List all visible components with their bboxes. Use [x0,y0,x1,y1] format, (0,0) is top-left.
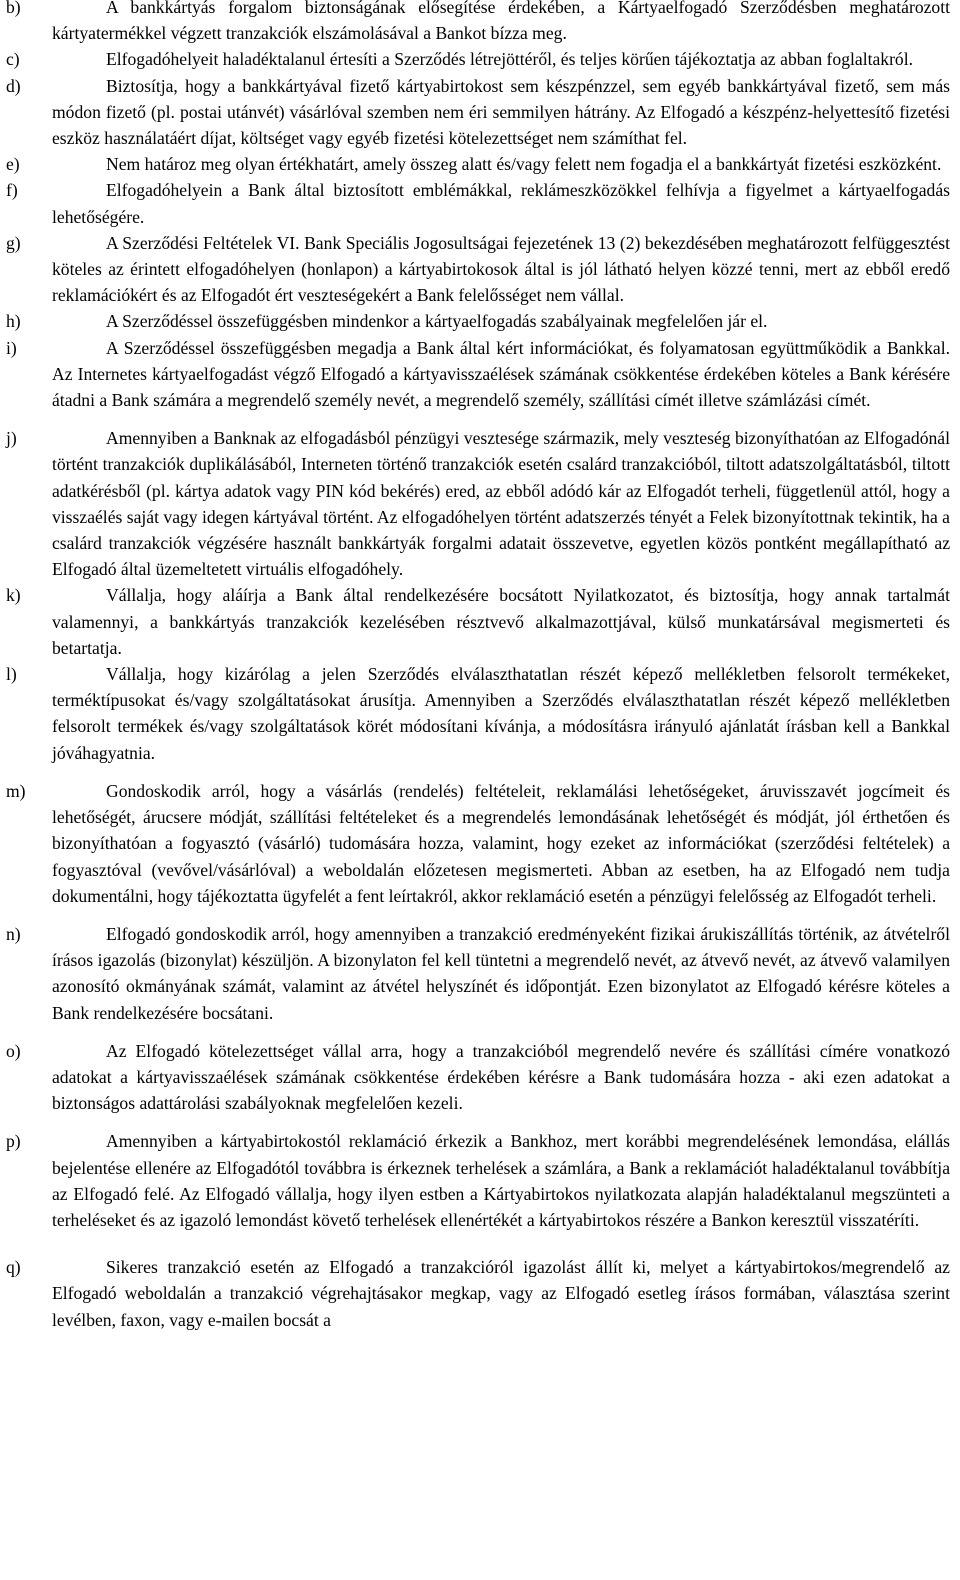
list-item-g [0,230,960,309]
list-item-q [0,1254,960,1333]
item-letter: h) [6,311,21,332]
item-text: Nem határoz meg olyan értékhatárt, amely összeg alatt és/vagy felett nem fogadja el a bankkártyát fizetési eszközként. [106,154,942,175]
list-item-d [0,73,960,152]
item-text: Sikeres tranzakció esetén az Elfogadó a tranzakcióról igazolást állít ki, melyet a kártyabirtokos/megrendelő az Elfogadó weboldalán a tranzakció végrehajtásakor megkap, vagy az Elfogadó esetleg írásos formában, választása szerint levélben, faxon, vagy e-mailen bocsát a [52,1257,950,1330]
list-item-i [0,335,960,414]
item-text: A Szerződési Feltételek VI. Bank Speciális Jogosultságai fejezetének 13 (2) bekezdésében meghatározott felfüggesztést köteles az érintett elfogadóhelyen (honlapon) a kártyabirtokosok által is jól látható helyen közzé tenni, mert az ebből eredő reklamációkért és az Elfogadót ért veszteségekért a Bank felelősséget nem vállal. [52,232,950,306]
list-item-n [0,921,960,1026]
item-letter: i) [6,337,17,358]
item-text: A Szerződéssel összefüggésben megadja a Bank által kért információkat, és folyamatosan együttműködik a Bankkal. Az Internetes kártyaelfogadást végző Elfogadó a kártyavisszaélések számának csökkentése érdekében köteles a Bank kérésére átadni a Bank számára a megrendelő személy nevét, a megrendelő személy, szállítási címét illetve számlázási címét. [52,337,950,411]
item-text: Vállalja, hogy aláírja a Bank által rendelkezésére bocsátott Nyilatkozatot, és biztosítja, hogy annak tartalmát valamennyi, a bankkártyás tranzakciók kezelésében résztvevő alkalmazottjával, külső munkatársával megismerteti és betartatja. [52,585,950,658]
item-text: Amennyiben a Banknak az elfogadásból pénzügyi vesztesége származik, mely veszteség bizonyíthatóan az Elfogadónál történt tranzakciók duplikálásából, Interneten történő tranzakciók esetén csalárd tranzakcióból, tiltott adatszolgáltatásból, tiltott adatkérésből (pl. kártya adatok vagy PIN kód bekérés) ered, az ebből adódó kár az Elfogadót terheli, függetlenül attól, hogy a visszaélés saját vagy idegen kártyával történt. Az elfogadóhelyen történt adatszerzés tényét a Felek bizonyítottnak tekintik, ha a csalárd tranzakciók végzésére használt bankkártyák forgalmi adatait összevetve, egyetlen közös pontként megállapítható az Elfogadó által üzemeltetett virtuális elfogadóhely. [52,428,950,580]
item-letter: d) [6,75,21,96]
item-letter: p) [6,1131,21,1152]
item-letter: e) [6,154,20,175]
item-letter: g) [6,232,21,253]
item-text: A bankkártyás forgalom biztonságának elősegítése érdekében, a Kártyaelfogadó Szerződésben meghatározott kártyatermékkel végzett tranzakciók elszámolásával a Bankot bízza meg. [52,0,950,44]
list-item-j [0,425,960,582]
list-item-k [0,582,960,661]
item-text: Elfogadóhelyeit haladéktalanul értesíti a Szerződés létrejöttéről, és teljes körűen tájékoztatja az abban foglaltakról. [106,49,914,70]
list-item-f [0,177,960,229]
item-text: Vállalja, hogy kizárólag a jelen Szerződés elválaszthatatlan részét képező mellékletben felsorolt termékeket, terméktípusokat és/vagy szolgáltatásokat árusítja. Amennyiben a Szerződés elválaszthatatlan részét képező mellékletben felsorolt termékek és/vagy szolgáltatások körét módosítani kívánja, a módosításra irányuló ajánlatát írásban kell a Bankkal jóváhagyatnia. [52,664,950,763]
item-letter: o) [6,1040,21,1061]
item-letter: f) [6,180,18,201]
item-text: A Szerződéssel összefüggésben mindenkor a kártyaelfogadás szabályainak megfelelően jár el. [106,311,768,332]
list-item-b [0,0,960,46]
item-letter: c) [6,49,20,70]
item-text: Az Elfogadó kötelezettséget vállal arra, hogy a tranzakcióból megrendelő nevére és szállítási címére vonatkozó adatokat a kártyavisszaélések számának csökkentése érdekében kérésre a Bank tudomására hozza - aki ezen adatokat a biztonságos adattárolási szabályoknak megfelelően kezeli. [52,1040,950,1114]
item-text: Biztosítja, hogy a bankkártyával fizető kártyabirtokost sem készpénzzel, sem egyéb bankkártyával fizető, sem más módon fizető (pl. postai utánvét) vásárlóval szemben nem éri semmilyen hátrány. Az Elfogadó a készpénz-helyettesítő fizetési eszköz használatáért díjat, költséget vagy egyéb fizetési kötelezettséget nem számíthat fel. [52,75,950,149]
list-item-h [0,308,960,334]
list-item-o [0,1038,960,1117]
list-item-p [0,1128,960,1233]
item-letter: n) [6,923,21,944]
item-text: Amennyiben a kártyabirtokostól reklamáció érkezik a Bankhoz, mert korábbi megrendelésének lemondása, elállás bejelentése ellenére az Elfogadótól továbbra is érkeznek terhelések a számlára, a Bank a reklamációt haladéktalanul továbbítja az Elfogadó felé. Az Elfogadó vállalja, hogy ilyen estben a Kártyabirtokos nyilatkozata alapján haladéktalanul megszünteti a terheléseket és az igazoló lemondást követő terhelések ellenértékét a kártyabirtokos részére a Bankon keresztül visszatéríti. [52,1131,950,1230]
item-letter: b) [6,0,21,17]
list-item-e [0,151,960,177]
item-letter: k) [6,585,21,606]
list-item-l [0,661,960,766]
list-item-m [0,778,960,909]
item-text: Gondoskodik arról, hogy a vásárlás (rendelés) feltételeit, reklamálási lehetőségeket, áruvisszavét jogcímeit és lehetőségét, árucsere módját, szállítási feltételeket és a megrendelés lemondásának lehetőségét és módját, jól érthetően és bizonyíthatóan a fogyasztó (vásárló) tudomására hozza, valamint, hogy ezeket az információkat (szerződési feltételek) a fogyasztóval (vevővel/vásárlóval) a weboldalán előzetesen megismerteti. Abban az esetben, ha az Elfogadó nem tudja dokumentálni, hogy tájékoztatta ügyfelét a fent leírtakról, akkor reklamáció esetén a pénzügyi felelősség az Elfogadót terheli. [52,780,950,906]
item-letter: m) [6,780,26,801]
list-item-c [0,46,960,72]
item-text: Elfogadóhelyein a Bank által biztosított emblémákkal, reklámeszközökkel felhívja a figyelmet a kártyaelfogadás lehetőségére. [52,180,950,227]
item-letter: l) [6,664,17,685]
item-text: Elfogadó gondoskodik arról, hogy amennyiben a tranzakció eredményeként fizikai árukiszállítás történik, az átvételről írásos igazolás (bizonylat) készüljön. A bizonylaton fel kell tüntetni a megrendelő nevét, az átvevő nevét, az átvevő valamilyen azonosító okmányának számát, valamint az átvétel helyszínét és időpontját. Ezen bizonylatot az Elfogadó kérésre köteles a Bank rendelkezésére bocsátani. [52,923,950,1023]
item-letter: j) [6,428,17,449]
item-letter: q) [6,1257,21,1278]
